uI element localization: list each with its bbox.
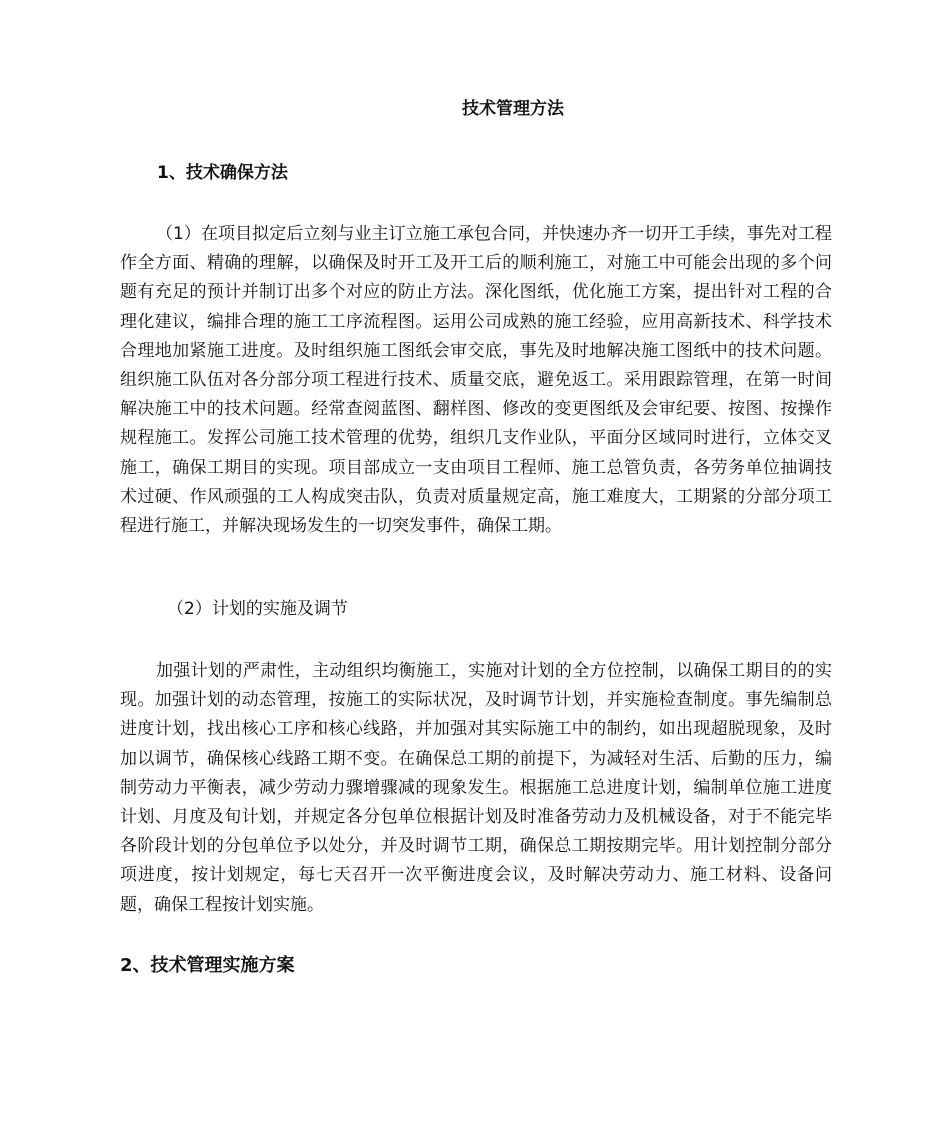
document-title: 技术管理方法 [462, 99, 564, 119]
section-2-heading: 2、技术管理实施方案 [120, 955, 295, 976]
section-1-subheading-2: （2）计划的实施及调节 [167, 599, 348, 619]
section-1-paragraph-1: （1）在项目拟定后立刻与业主订立施工承包合同，并快速办齐一切开工手续，事先对工程作全方面、精确的理解，以确保及时开工及开工后的顺利施工，对施工中可能会出现的多个问题有充足的预计并制订出多个对应的防止方法。深化图纸，优化施工方案，提出针对工程的合理化建议，编排合理的施工工序流程图。运用公司成熟的施工经验，应用高新技术、科学技术合理地加紧施工进度。及时组织施工图纸会审交底，事先及时地解决施工图纸中的技术问题。组织施工队伍对各分部分项工程进行技术、质量交底，避免返工。采用跟踪管理，在第一时间解决施工中的技术问题。经常查阅蓝图、翻样图、修改的变更图纸及会审纪要、按图、按操作规程施工。发挥公司施工技术管理的优势，组织几支作业队，平面分区域同时进行，立体交叉施工，确保工期目的实现。项目部成立一支由项目工程师、施工总管负责，各劳务单位抽调技术过硬、作风顽强的工人构成突击队，负责对质量规定高，施工难度大，工期紧的分部分项工程进行施工，并解决现场发生的一切突发事件，确保工期。 [120, 224, 832, 537]
section-1-heading: 1、技术确保方法 [157, 163, 288, 183]
section-1-paragraph-2: 加强计划的严肃性，主动组织均衡施工，实施对计划的全方位控制，以确保工期目的的实现。加强计划的动态管理，按施工的实际状况，及时调节计划，并实施检查制度。事先编制总进度计划，找出核心工序和核心线路，并加强对其实际施工中的制约，如出现超脱现象，及时加以调节，确保核心线路工期不变。在确保总工期的前提下，为减轻对生活、后勤的压力，编制劳动力平衡表，减少劳动力骤增骤减的现象发生。根据施工总进度计划，编制单位施工进度计划、月度及旬计划，并规定各分包单位根据计划及时准备劳动力及机械设备，对于不能完毕各阶段计划的分包单位予以处分，并及时调节工期，确保总工期按期完毕。用计划控制分部分项进度，按计划规定，每七天召开一次平衡进度会议，及时解决劳动力、施工材料、设备问题，确保工程按计划实施。 [120, 661, 832, 915]
